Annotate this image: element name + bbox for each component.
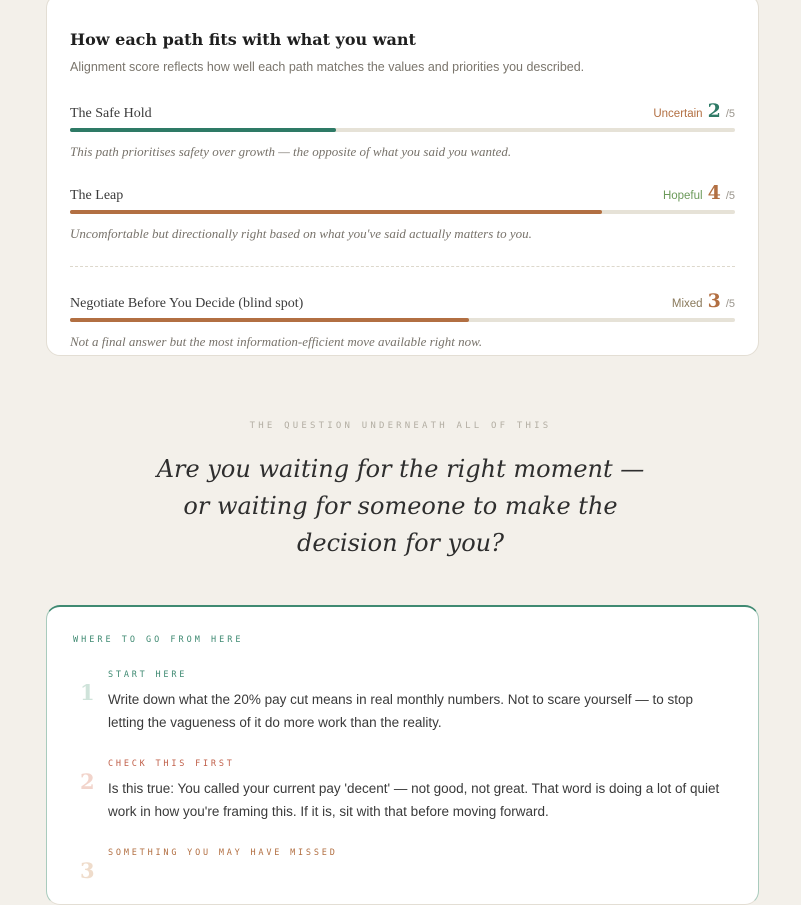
path-score-number: 4: [707, 182, 721, 204]
step-text: Is this true: You called your current pay 'decent' — not good, not great. That word is doing a lot of quiet work in how you're framing this. If it is, sit with that before moving forward.: [108, 781, 720, 819]
path-score-max: /5: [725, 108, 735, 120]
alignment-bar-fill: [70, 128, 336, 132]
path-negotiate: [70, 290, 735, 350]
step-number: 3: [80, 858, 95, 883]
path-name: The Leap: [70, 188, 124, 203]
path-description: This path prioritises safety over growth — the opposite of what you said you wanted.: [70, 144, 512, 159]
step-label: CHECK THIS FIRST: [108, 759, 235, 769]
alignment-bar-track: [70, 128, 735, 132]
path-score-word: Uncertain: [653, 108, 703, 120]
path-name: The Safe Hold: [70, 106, 152, 121]
path-score: [663, 182, 735, 204]
next-steps-label: WHERE TO GO FROM HERE: [73, 635, 244, 645]
alignment-title: How each path fits with what you want: [70, 30, 416, 49]
path-description: Not a final answer but the most information-efficient move available right now.: [70, 334, 483, 349]
alignment-subtitle: Alignment score reflects how well each path matches the values and priorities you described.: [70, 60, 585, 74]
path-description: Uncomfortable but directionally right based on what you've said actually matters to you.: [70, 226, 532, 241]
alignment-bar-fill: [70, 318, 469, 322]
path-score: [653, 100, 735, 122]
path-score-word: Mixed: [671, 298, 703, 310]
step-item: [73, 848, 732, 883]
path-score-max: /5: [725, 298, 735, 310]
step-number: 2: [80, 769, 95, 794]
step-item: [73, 759, 732, 823]
dashed-divider: [70, 266, 735, 267]
path-score-number: 2: [707, 100, 721, 122]
path-the-leap: [70, 182, 735, 242]
step-label: START HERE: [108, 670, 188, 680]
path-score: [672, 290, 735, 312]
path-score-word: Hopeful: [662, 190, 703, 202]
next-steps-card: [46, 605, 759, 905]
step-text: Write down what the 20% pay cut means in real monthly numbers. Not to scare yourself — to stop letting the vagueness of it do more work than the reality.: [108, 692, 694, 730]
question-text: Are you waiting for the right moment — or waiting for someone to make the decision for you?: [156, 455, 645, 557]
step-number: 1: [80, 680, 95, 705]
path-name: Negotiate Before You Decide (blind spot): [70, 296, 304, 311]
path-score-number: 3: [707, 290, 721, 312]
question-label: THE QUESTION UNDERNEATH ALL OF THIS: [249, 421, 552, 431]
alignment-bar-fill: [70, 210, 602, 214]
step-label: SOMETHING YOU MAY HAVE MISSED: [108, 848, 338, 858]
alignment-bar-track: [70, 210, 735, 214]
alignment-bar-track: [70, 318, 735, 322]
alignment-card: [46, 0, 759, 356]
path-score-max: /5: [725, 190, 735, 202]
step-item: [73, 670, 732, 734]
path-safe-hold: [70, 100, 735, 160]
